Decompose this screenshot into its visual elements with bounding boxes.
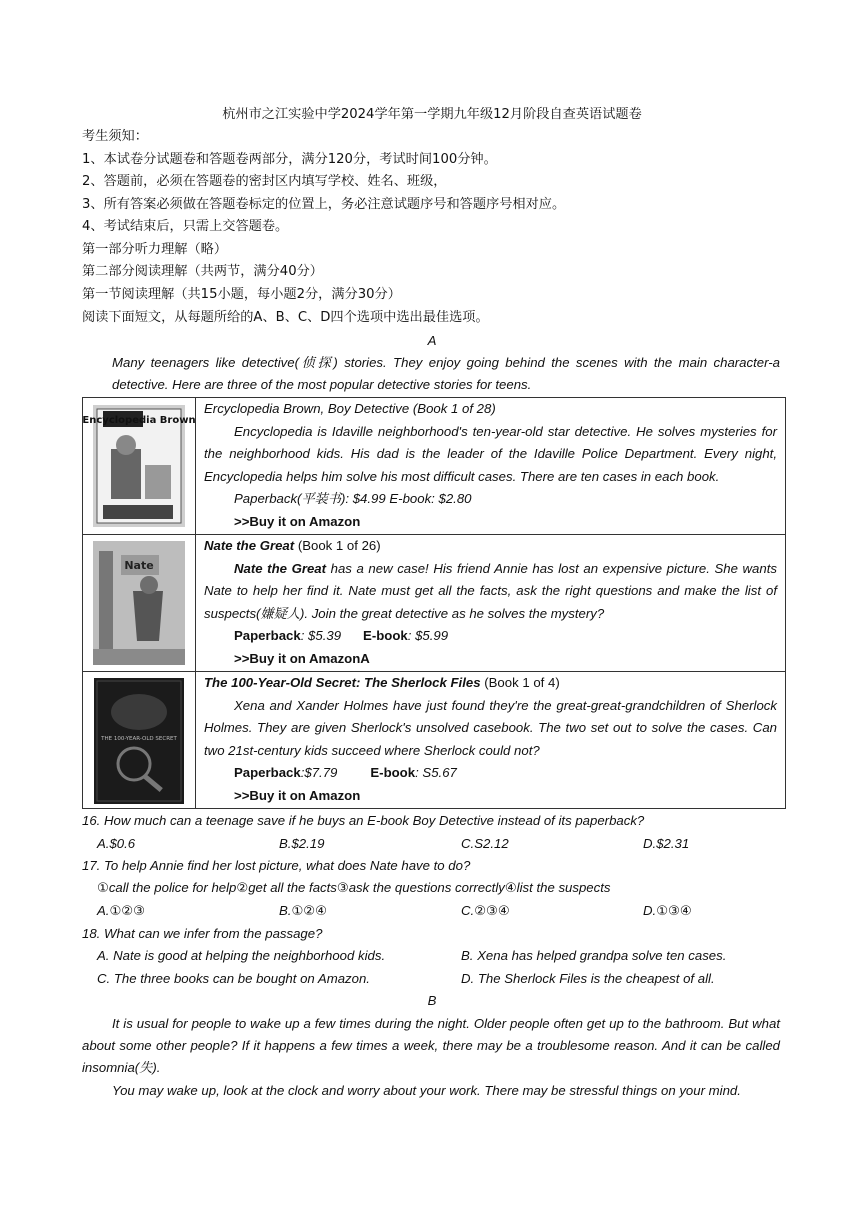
- passage-a-label: A: [427, 333, 437, 348]
- part2-heading: 第二部分阅读理解（共两节，满分40分）: [82, 264, 323, 279]
- section1-heading: 第一节阅读理解（共15小题，每小题2分，满分30分）: [82, 287, 401, 302]
- option-d[interactable]: D.①③④: [643, 903, 692, 918]
- option-a[interactable]: A.$0.6: [97, 836, 136, 851]
- sherlock-files-cover-image: [94, 678, 184, 804]
- option-b[interactable]: B.$2.19: [279, 836, 325, 851]
- svg-text:THE 100-YEAR-OLD SECRET: THE 100-YEAR-OLD SECRET: [101, 736, 177, 742]
- passage-b-label: B: [427, 993, 437, 1008]
- option-d[interactable]: D. The Sherlock Files is the cheapest of all.: [461, 971, 715, 986]
- book-cover-cell: [83, 535, 196, 672]
- option-c[interactable]: C.S2.12: [461, 836, 509, 851]
- question-17-choices: ①call the police for help②get all the facts③ask the questions correctly④list the suspects: [97, 880, 611, 895]
- svg-text:Nate: Nate: [124, 559, 154, 572]
- book-price: Paperback:$7.79 E-book: S5.67: [234, 765, 457, 781]
- passage-a-intro: Many teenagers like detective(侦探) stories. They enjoy going behind the scenes with the main character-a detective. Here are three of the most popular detective stories for teens.: [112, 355, 780, 392]
- notice-item-4: 4、考试结束后，只需上交答题卷。: [82, 219, 289, 234]
- option-a[interactable]: A.①②③: [97, 903, 145, 918]
- book-description: Nate the Great has a new case! His friend Annie has lost an expensive picture. She wants Nate to help her find it. Nate must get all the facts, ask the right questions and make the list of suspects(嫌疑人). Join the great detective as he solves the mystery?: [204, 560, 777, 621]
- question-17-stem: 17. To help Annie find her lost picture, what does Nate have to do?: [82, 858, 471, 873]
- option-a[interactable]: A. Nate is good at helping the neighborhood kids.: [97, 948, 386, 963]
- option-c[interactable]: C. The three books can be bought on Amazon.: [97, 971, 370, 986]
- book-title: Ercyclopedia Brown, Boy Detective (Book 1 of 28): [204, 401, 496, 416]
- option-d[interactable]: D.$2.31: [643, 836, 690, 851]
- option-c[interactable]: C.②③④: [461, 903, 510, 918]
- notice-item-2: 2、答题前，必须在答题卷的密封区内填写学校、姓名、班级，: [82, 174, 447, 189]
- svg-text:Encyclopedia Brown: Encyclopedia Brown: [82, 415, 196, 426]
- book-table: [82, 397, 786, 809]
- part1-heading: 第一部分听力理解（略）: [82, 242, 228, 257]
- question-16-options: [97, 833, 787, 855]
- notice-item-3: 3、所有答案必须做在答题卷标定的位置上，务必注意试题序号和答题序号相对应。: [82, 197, 566, 212]
- question-18-stem: 18. What can we infer from the passage?: [82, 926, 323, 941]
- question-16-stem: 16. How much can a teenage save if he buys an E-book Boy Detective instead of its paperback?: [82, 813, 645, 828]
- book-price: Paperback: $5.39 E-book: $5.99: [234, 628, 449, 644]
- book-row: [83, 398, 786, 535]
- option-b[interactable]: B. Xena has helped grandpa solve ten cases.: [461, 948, 727, 963]
- book-price: Paperback(平装书): $4.99 E-book: $2.80: [234, 491, 472, 507]
- passage-b-paragraph: You may wake up, look at the clock and worry about your work. There may be stressful things on your mind.: [112, 1083, 741, 1098]
- book-description: Xena and Xander Holmes have just found they're the great-great-grandchildren of Sherlock Holmes. They are given Sherlock's unsolved casebook. The two set out to solve the cases. Can two 21st-century kids succeed where Sherlock could not?: [204, 697, 777, 758]
- book-cover-cell: [83, 398, 196, 535]
- buy-on-amazon-link[interactable]: >>Buy it on Amazon: [234, 787, 361, 803]
- book-row: [83, 672, 786, 809]
- encyclopedia-brown-cover-image: [82, 405, 196, 527]
- exam-title: 杭州市之江实验中学2024学年第一学期九年级12月阶段自查英语试题卷: [222, 107, 642, 122]
- book-title: Nate the Great (Book 1 of 26): [204, 538, 381, 553]
- notice-item-1: 1、本试卷分试题卷和答题卷两部分，满分120分，考试时间100分钟。: [82, 152, 497, 167]
- question-17-options: [97, 900, 787, 922]
- book-row: [83, 535, 786, 672]
- question-18-options: [97, 945, 787, 989]
- buy-on-amazon-link[interactable]: >>Buy it on AmazonA: [234, 650, 370, 666]
- passage-b-paragraph: It is usual for people to wake up a few times during the night. Older people often get up to the bathroom. But what about some other people? If it happens a few times a week, there may be a troublesome reason. And it can be called insomnia(失).: [82, 1016, 780, 1075]
- book-info-cell: [196, 672, 786, 809]
- buy-on-amazon-link[interactable]: >>Buy it on Amazon: [234, 513, 361, 529]
- notice-label: 考生须知：: [82, 129, 148, 144]
- book-title: The 100-Year-Old Secret: The Sherlock Files (Book 1 of 4): [204, 675, 560, 690]
- book-description: Encyclopedia is Idaville neighborhood's ten-year-old star detective. He solves mysteries for the neighborhood kids. His dad is the leader of the Idaville Police Department. Every night, Encyclopedia helps him solve his most difficult cases. There are ten cases in each book.: [204, 423, 777, 484]
- option-b[interactable]: B.①②④: [279, 903, 327, 918]
- book-info-cell: [196, 535, 786, 672]
- instruction: 阅读下面短文，从每题所给的A、B、C、D四个选项中选出最佳选项。: [82, 310, 489, 325]
- book-info-cell: [196, 398, 786, 535]
- nate-the-great-cover-image: [93, 541, 185, 665]
- book-cover-cell: [83, 672, 196, 809]
